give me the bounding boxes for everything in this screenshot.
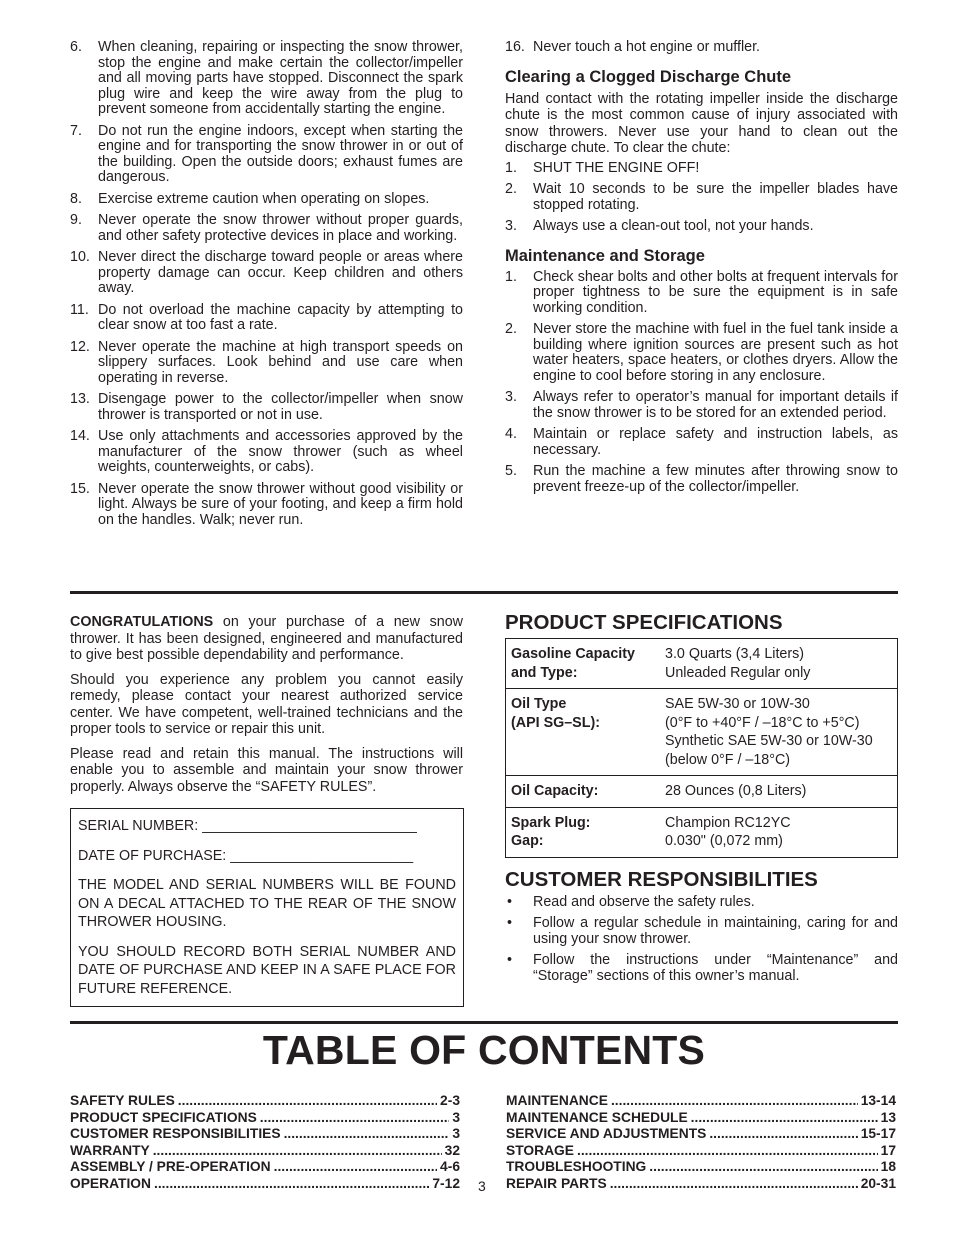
spec-row: [506, 776, 898, 808]
serial-number-box: [70, 808, 464, 1007]
spec-label: [506, 776, 661, 808]
item-text: Use only attachments and accessories approved by the manufacturer of the snow thrower (such as wheel weights, counterweights, or cabs).: [98, 428, 463, 475]
list-item: [70, 429, 463, 476]
maintenance-storage-list: [505, 270, 898, 496]
spec-value-line: (below 0°F / –18°C): [665, 751, 791, 768]
rule-text: Never touch a hot engine or muffler.: [533, 39, 761, 55]
toc-page: 17: [880, 1142, 896, 1158]
toc-dots: [611, 1093, 858, 1110]
specs-column: [505, 611, 898, 990]
spec-value-line: SAE 5W-30 or 10W-30: [665, 696, 810, 712]
responsibility-item: [505, 895, 898, 911]
spec-label-line: Oil Capacity:: [511, 783, 599, 799]
item-number: 2.: [505, 321, 517, 337]
bullet: •: [507, 952, 513, 968]
toc-right-column: [506, 1093, 896, 1193]
toc-page: 32: [444, 1142, 460, 1158]
spec-value: [660, 689, 898, 776]
bullet: •: [507, 915, 513, 931]
item-number: 5.: [505, 463, 517, 479]
toc-page: 18: [880, 1159, 896, 1175]
list-item: [505, 270, 898, 317]
toc-label: MAINTENANCE: [506, 1093, 608, 1108]
item-number: 1.: [505, 159, 517, 176]
rule-16-list: [505, 40, 898, 56]
list-item: [70, 250, 463, 297]
toc-label: OPERATION: [70, 1175, 151, 1191]
item-number: 14.: [70, 428, 90, 444]
toc-page: 7-12: [432, 1175, 460, 1191]
spec-value-line: 28 Ounces (0,8 Liters): [665, 783, 807, 799]
toc-dots: [154, 1176, 429, 1193]
item-text: Always use a clean-out tool, not your hands.: [533, 218, 814, 234]
item-text: SHUT THE ENGINE OFF!: [533, 159, 700, 176]
toc-entry: [70, 1110, 460, 1127]
toc-page: 3: [452, 1109, 460, 1125]
list-item: [70, 192, 463, 208]
list-item: [505, 161, 898, 177]
item-text: Never operate the machine at high transport speeds on slippery surfaces. Look behind and use care when operating in reverse.: [98, 338, 463, 386]
date-of-purchase-line: DATE OF PURCHASE: _______________________: [78, 847, 414, 864]
list-item: [505, 182, 898, 213]
item-text: Run the machine a few minutes after throwing snow to prevent freeze-up of the collector/impeller.: [533, 463, 898, 495]
spec-label-line: and Type:: [511, 664, 578, 681]
list-item: [70, 303, 463, 334]
congratulations-paragraph: [70, 614, 463, 664]
list-item: [70, 213, 463, 244]
toc-label: STORAGE: [506, 1142, 574, 1158]
list-item: [70, 392, 463, 423]
page-number: 3: [478, 1178, 486, 1194]
toc-entry: [70, 1093, 460, 1110]
item-number: 4.: [505, 426, 517, 442]
toc-entry: [70, 1143, 460, 1160]
customer-responsibilities-heading: CUSTOMER RESPONSIBILITIES: [505, 867, 818, 891]
toc-page: 3: [452, 1126, 460, 1142]
item-text: Check shear bolts and other bolts at frequent intervals for proper tightness to be sure the equipment is in safe working condition.: [533, 268, 898, 316]
toc-page: 2-3: [440, 1093, 460, 1108]
toc-dots: [274, 1159, 437, 1176]
toc-entry: [506, 1176, 896, 1193]
toc-label: TROUBLESHOOTING: [506, 1159, 647, 1175]
safety-rules-list: [70, 40, 463, 528]
list-item: [70, 124, 463, 186]
spec-label: [506, 639, 661, 689]
spec-label-line: (API SG–SL):: [511, 714, 600, 731]
item-number: 9.: [70, 212, 82, 228]
rule-number: 16.: [505, 39, 525, 55]
toc-label: MAINTENANCE SCHEDULE: [506, 1109, 688, 1125]
item-text: Never operate the snow thrower without proper guards, and other safety protective devices in place and working.: [98, 212, 463, 244]
congratulations-label: CONGRATULATIONS: [70, 614, 214, 630]
spec-row: [506, 807, 898, 857]
toc-entry: [506, 1143, 896, 1160]
toc-label: SERVICE AND ADJUSTMENTS: [506, 1126, 707, 1142]
item-number: 3.: [505, 389, 517, 405]
item-text: Disengage power to the collector/impeller when snow thrower is transported or not in use.: [98, 391, 463, 423]
item-text: Do not run the engine indoors, except when starting the engine and for transporting the snow thrower in or out of the building. Open the outside doors; exhaust fumes are dangerous.: [98, 122, 463, 185]
spec-label-line: Spark Plug:: [511, 814, 591, 831]
toc-entry: [70, 1126, 460, 1143]
toc-label: WARRANTY: [70, 1142, 150, 1158]
spec-value-line: 0.030" (0,072 mm): [665, 833, 783, 849]
item-number: 3.: [505, 218, 517, 234]
list-item: [70, 40, 463, 118]
toc-label: SAFETY RULES: [70, 1093, 175, 1108]
list-item: [505, 427, 898, 458]
spec-label-line: Oil Type: [511, 696, 567, 712]
spec-row: [506, 689, 898, 776]
rule-item: [505, 40, 898, 56]
toc-label: REPAIR PARTS: [506, 1175, 607, 1191]
toc-entry: [506, 1126, 896, 1143]
safety-rules-column: [70, 40, 463, 534]
toc-label: PRODUCT SPECIFICATIONS: [70, 1109, 257, 1125]
toc-dots: [649, 1159, 877, 1176]
toc-dots: [260, 1110, 450, 1127]
item-text: Wait 10 seconds to be sure the impeller blades have stopped rotating.: [533, 181, 898, 213]
toc-entry: [506, 1110, 896, 1127]
item-text: Never operate the snow thrower without good visibility or light. Always be sure of your footing, and keep a firm hold on the handles. Walk; never run.: [98, 480, 463, 528]
toc-dots: [709, 1126, 857, 1143]
item-text: Do not overload the machine capacity by attempting to clear snow at too fast a rate.: [98, 301, 463, 333]
toc-page: 13: [880, 1109, 896, 1125]
toc-dots: [284, 1126, 450, 1143]
responsibility-text: Follow the instructions under “Maintenance” and “Storage” sections of this owner’s manual.: [533, 952, 898, 984]
spec-label: [506, 807, 661, 857]
list-item: [505, 219, 898, 235]
item-number: 15.: [70, 480, 90, 497]
specifications-table: [505, 638, 898, 858]
right-top-column: [505, 40, 898, 501]
toc-title: TABLE OF CONTENTS: [262, 1027, 706, 1073]
item-number: 1.: [505, 268, 517, 285]
toc-page: 15-17: [860, 1126, 896, 1142]
item-text: Never store the machine with fuel in the fuel tank inside a building where ignition sources are present such as hot water heaters, space heaters, or clothes dryers. Allow the engine to cool before storing in any enclosure.: [533, 321, 898, 384]
toc-page: 13-14: [860, 1093, 896, 1108]
toc-entry: [506, 1093, 896, 1110]
item-text: Always refer to operator’s manual for important details if the snow thrower is to be stored for an extended period.: [533, 389, 898, 421]
list-item: [505, 464, 898, 495]
list-item: [505, 322, 898, 384]
congratulations-text: on your purchase of a new snow thrower. It has been designed, engineered and manufactured to give best possible dependability and performance.: [70, 614, 463, 663]
spec-value: [660, 776, 898, 808]
toc-dots: [178, 1093, 437, 1110]
toc-page: 20-31: [860, 1175, 896, 1191]
item-text: When cleaning, repairing or inspecting the snow thrower, stop the engine and make certain the collector/impeller and all moving parts have stopped. Disconnect the spark plug wire and keep the wire away from the plug to prevent someone from accidentally starting the engine.: [98, 39, 463, 117]
responsibility-item: [505, 916, 898, 947]
serial-number-line: SERIAL NUMBER: ___________________________: [78, 818, 417, 834]
maintenance-storage-heading: Maintenance and Storage: [505, 246, 705, 265]
intro-column: [70, 614, 463, 1007]
responsibility-text: Read and observe the safety rules.: [533, 893, 755, 910]
record-note: YOU SHOULD RECORD BOTH SERIAL NUMBER AND DATE OF PURCHASE AND KEEP IN A SAFE PLACE FOR FUTURE REFERENCE.: [78, 943, 456, 997]
item-number: 7.: [70, 122, 82, 139]
toc-dots: [153, 1143, 442, 1160]
spec-value: [660, 807, 898, 857]
divider-bottom: [70, 1021, 898, 1024]
spec-value-line: Synthetic SAE 5W-30 or 10W-30: [665, 733, 873, 749]
toc-left-column: [70, 1093, 460, 1193]
divider-top: [70, 591, 898, 594]
clogged-chute-intro: Hand contact with the rotating impeller inside the discharge chute is the most common cause of injury associated with snow throwers. Never use your hand to clean out the discharge chute. To clear the chute:: [505, 90, 898, 156]
spec-label-line: Gap:: [511, 833, 544, 849]
toc-dots: [610, 1176, 858, 1193]
toc-page: 4-6: [440, 1159, 460, 1175]
product-specifications-heading: PRODUCT SPECIFICATIONS: [505, 611, 783, 634]
spec-value-line: 3.0 Quarts (3,4 Liters): [665, 646, 805, 662]
spec-label-line: Gasoline Capacity: [511, 646, 635, 662]
toc-dots: [577, 1143, 878, 1160]
spec-value-line: Champion RC12YC: [665, 814, 791, 831]
toc-dots: [691, 1110, 878, 1127]
chute-steps-list: [505, 161, 898, 235]
spec-value-line: (0°F to +40°F / –18°C to +5°C): [665, 714, 860, 731]
item-number: 11.: [70, 301, 89, 318]
item-number: 2.: [505, 181, 517, 197]
retain-manual-paragraph: Please read and retain this manual. The instructions will enable you to assemble and maintain your snow thrower properly. Always observe the “SAFETY RULES”.: [70, 745, 463, 795]
spec-value: [660, 639, 898, 689]
item-text: Never direct the discharge toward people or areas where property damage can occur. Keep children and others away.: [98, 249, 463, 296]
responsibility-item: [505, 953, 898, 984]
spec-row: [506, 639, 898, 689]
list-item: [505, 390, 898, 421]
item-number: 8.: [70, 190, 82, 207]
toc-entry: [70, 1176, 460, 1193]
item-text: Maintain or replace safety and instruction labels, as necessary.: [533, 426, 898, 458]
responsibility-text: Follow a regular schedule in maintaining, caring for and using your snow thrower.: [533, 915, 898, 947]
list-item: [70, 340, 463, 387]
toc-entry: [506, 1159, 896, 1176]
item-text: Exercise extreme caution when operating on slopes.: [98, 190, 430, 207]
toc-entry: [70, 1159, 460, 1176]
responsibilities-list: [505, 895, 898, 985]
spec-value-line: Unleaded Regular only: [665, 664, 811, 681]
clogged-chute-heading: Clearing a Clogged Discharge Chute: [505, 67, 792, 86]
bullet: •: [507, 893, 513, 910]
decal-note: THE MODEL AND SERIAL NUMBERS WILL BE FOUND ON A DECAL ATTACHED TO THE REAR OF THE SNOW THROWER HOUSING.: [78, 877, 456, 930]
item-number: 12.: [70, 338, 90, 355]
item-number: 13.: [70, 391, 90, 407]
toc-label: ASSEMBLY / PRE-OPERATION: [70, 1159, 271, 1175]
spec-label: [506, 689, 661, 776]
list-item: [70, 482, 463, 529]
service-paragraph: Should you experience any problem you cannot easily remedy, please contact your nearest authorized service center. We have competent, well-trained technicians and the proper tools to service or repair this unit.: [70, 671, 463, 737]
item-number: 10.: [70, 249, 90, 265]
item-number: 6.: [70, 39, 82, 55]
toc-label: CUSTOMER RESPONSIBILITIES: [70, 1126, 281, 1142]
